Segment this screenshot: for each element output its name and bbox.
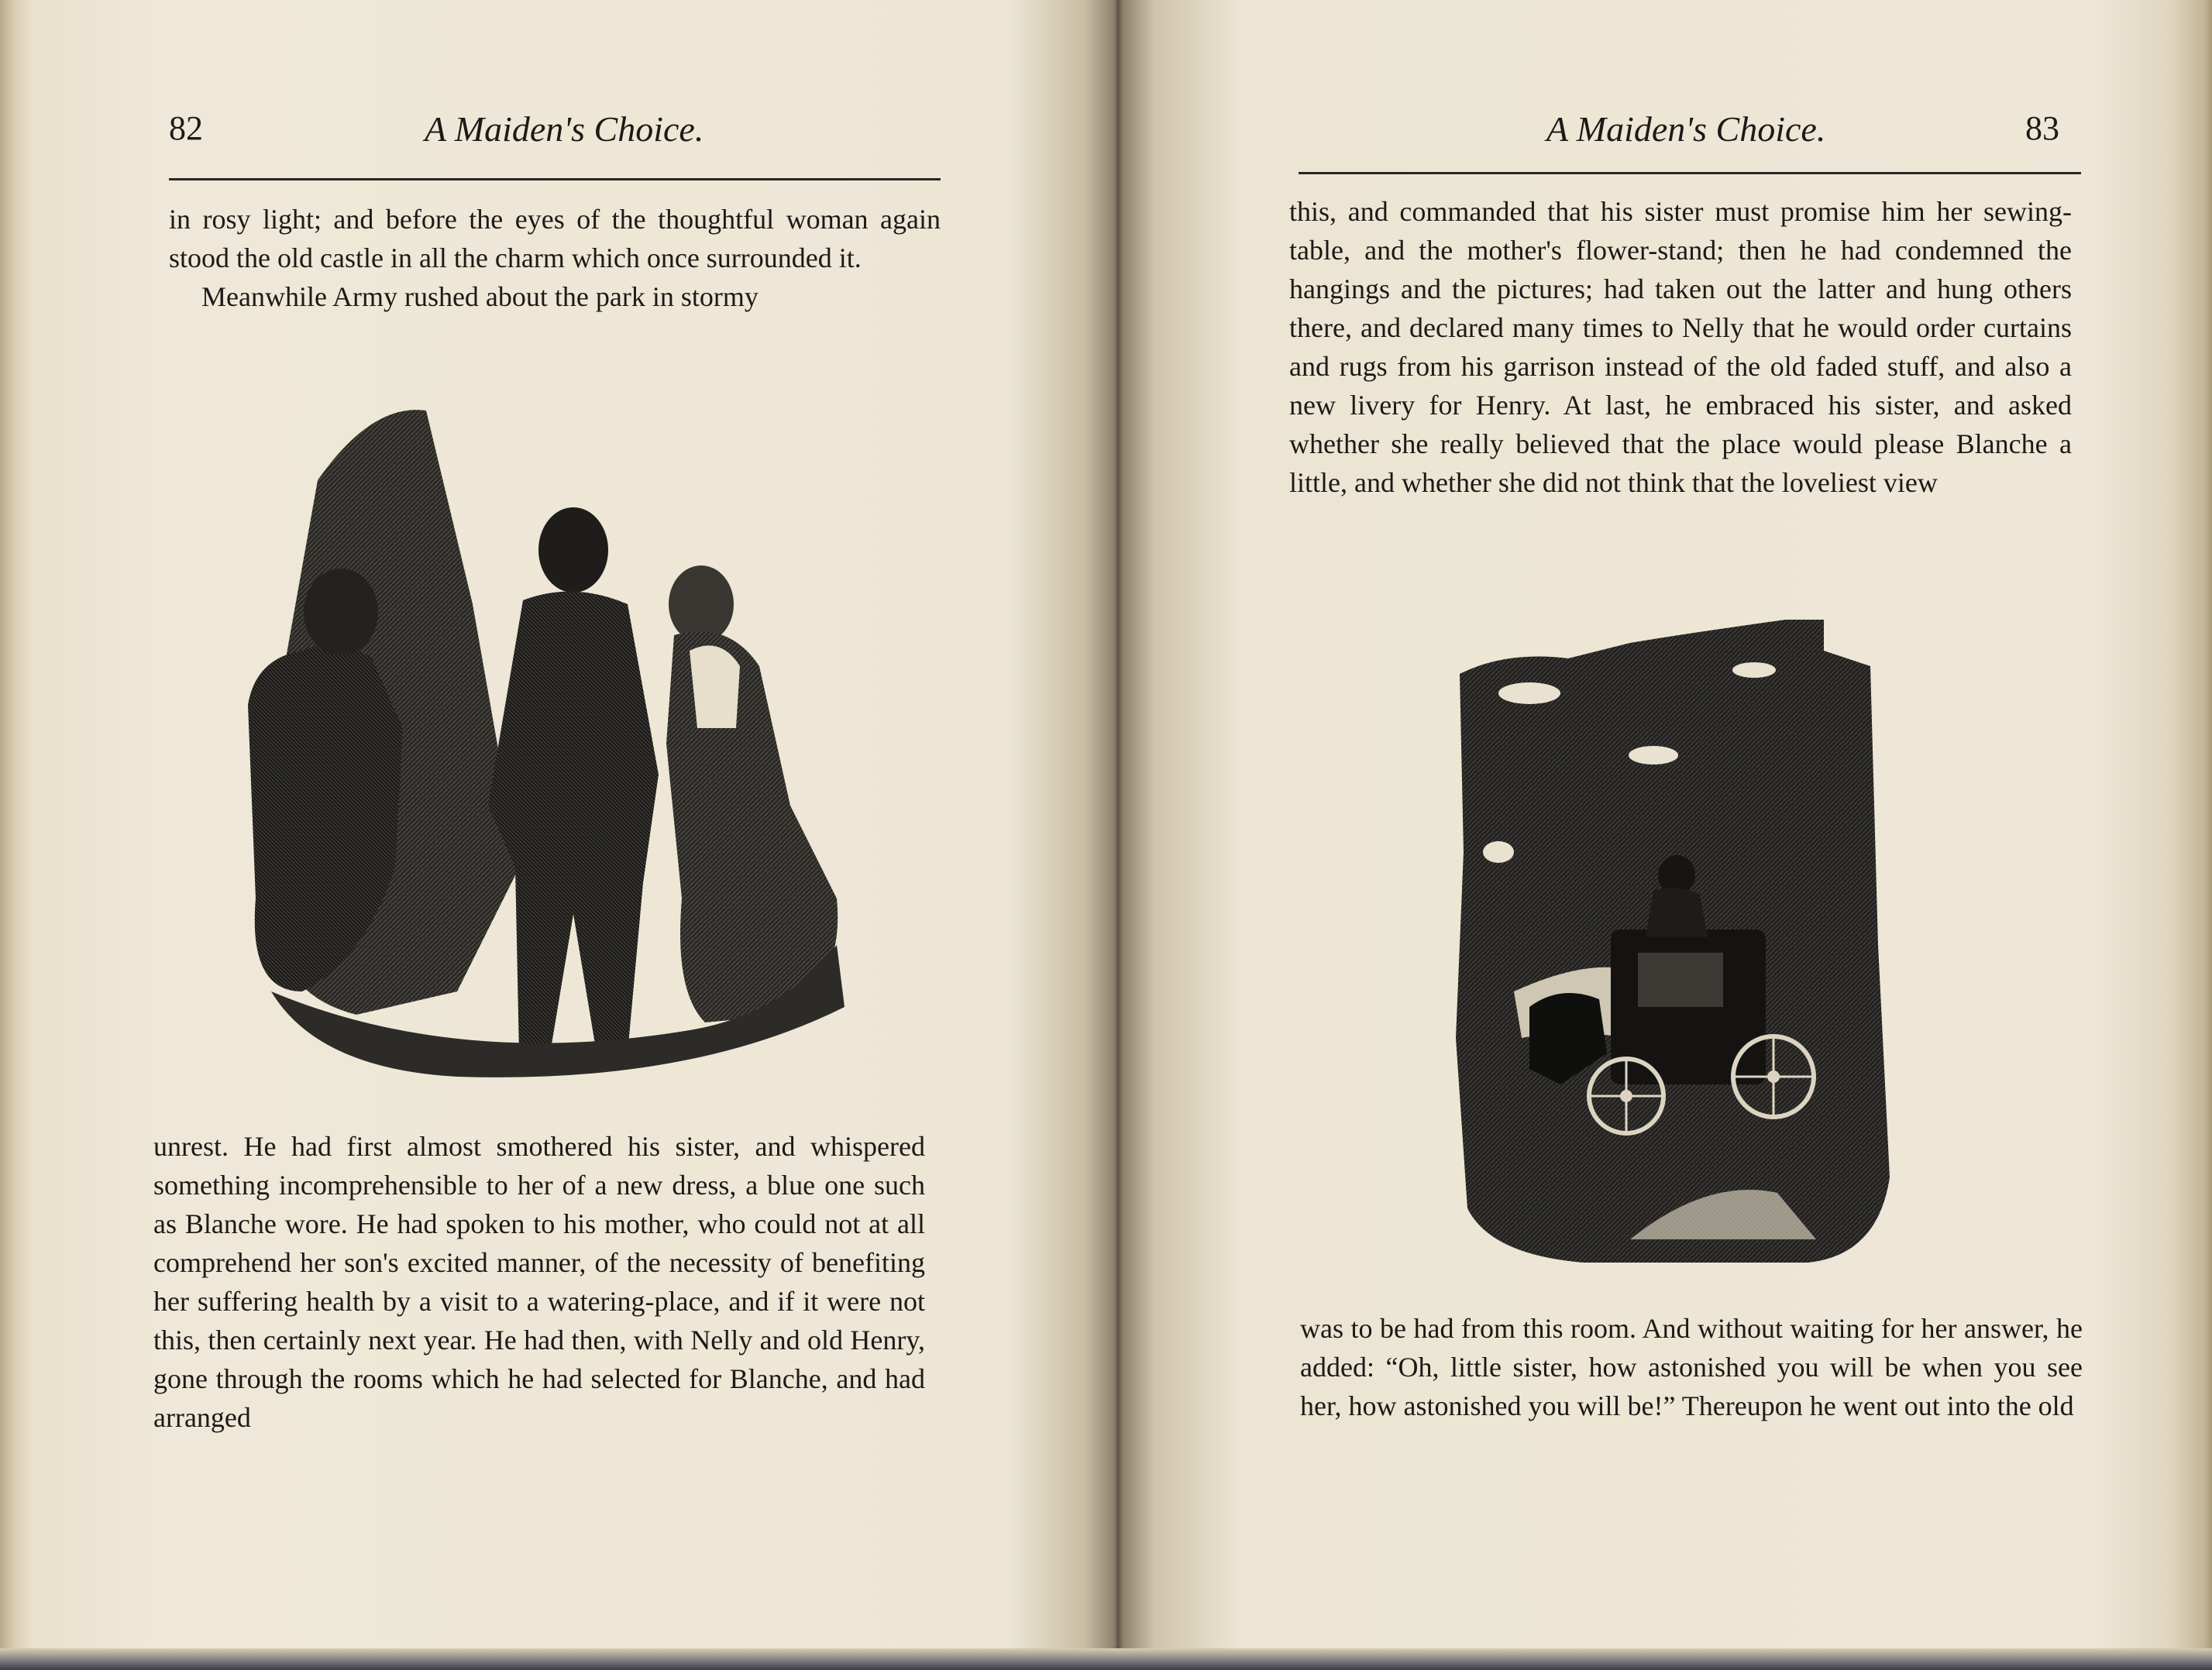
paragraph: in rosy light; and before the eyes of the thoughtful woman again stood the old castle in all the charm which once surrounded it. (169, 204, 941, 273)
running-head: A Maiden's Choice. (425, 109, 704, 149)
engraving-figures-by-chair-icon (225, 403, 868, 1084)
paragraph: Meanwhile Army rushed about the park in stormy (201, 281, 759, 312)
left-page (0, 0, 1114, 1650)
header-rule (169, 178, 941, 180)
top-text-block (169, 200, 941, 316)
book-cover-edge (0, 1648, 2212, 1670)
bottom-text-block: was to be had from this room. And without waiting for her answer, he added: “Oh, little sister, how astonished you will be when you see her, how astonished you will be!” Thereupon he went out into the old (1300, 1313, 2083, 1421)
page-number: 83 (2025, 109, 2059, 147)
page-number: 82 (169, 109, 203, 147)
bottom-text-block: unrest. He had first almost smothered his sister, and whispered something incomprehensible to her of a new dress, a blue one such as Blanche wore. He had spoken to his mother, who could not at all comprehend her son's excited manner, of the necessity of benefiting her suffering health by a visit to a watering-place, and if it were not this, then certainly next year. He had then, with Nelly and old Henry, gone through the rooms which he had selected for Blanche, and had arranged (153, 1131, 925, 1433)
running-head: A Maiden's Choice. (1546, 109, 1826, 149)
engraving-carriage-at-night-icon (1444, 620, 1909, 1270)
header-rule (1299, 172, 2081, 174)
top-text-block: this, and commanded that his sister must promise him her sewing-table, and the mother's flower-stand; then he had condemned the hangings and the pictures; had taken out the latter and hung others there, and declared many times to Nelly that he would order curtains and rugs from his garrison instead of the old faded stuff, and also a new livery for Henry. At last, he embraced his sister, and asked whether she really believed that the place would please Blanche a little, and whether she did not think that the loveliest view (1289, 196, 2072, 498)
right-page (1120, 0, 2212, 1650)
